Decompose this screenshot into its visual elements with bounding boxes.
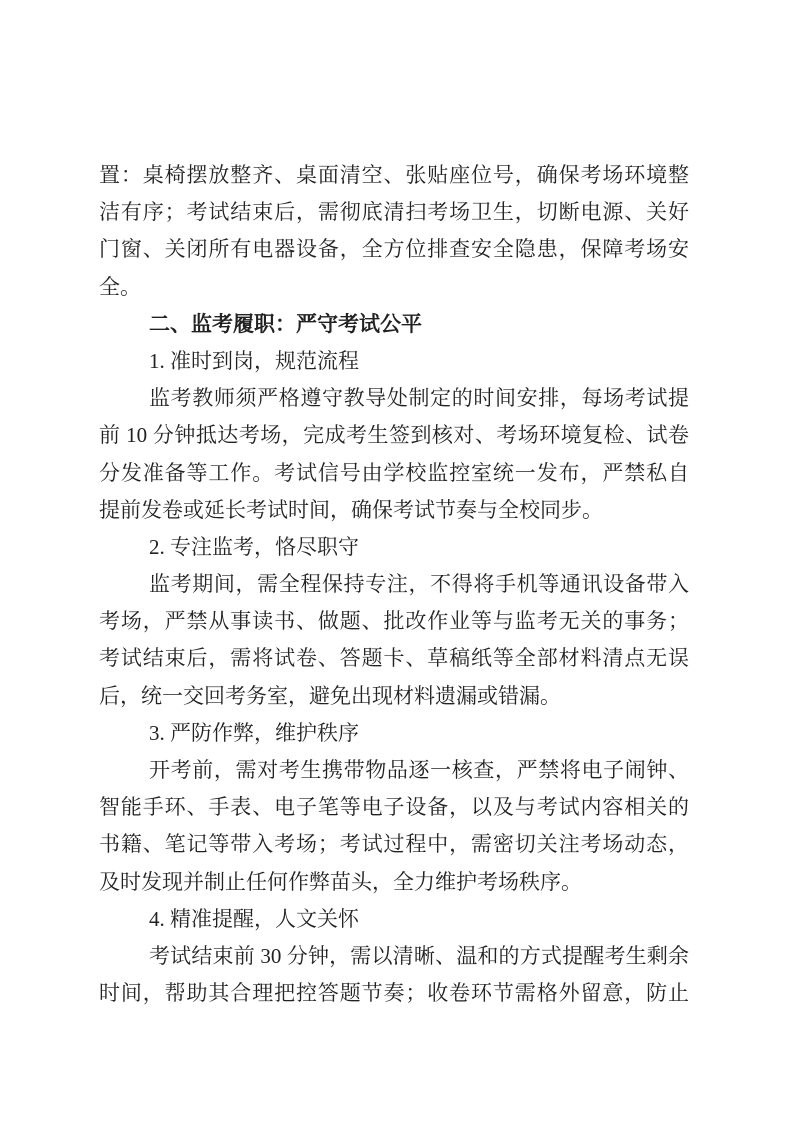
text-line: 考试结束后，需将试卷、答题卡、草稿纸等全部材料清点无误 bbox=[99, 646, 689, 671]
text-line: 门窗、关闭所有电器设备，全方位排查安全隐患，保障考场安 bbox=[99, 237, 689, 262]
text-line: 1. 准时到岗，规范流程 bbox=[149, 348, 359, 373]
text-line: 时间，帮助其合理把控答题节奏；收卷环节需格外留意，防止 bbox=[99, 981, 689, 1006]
text-line: 分发准备等工作。考试信号由学校监控室统一发布，严禁私自 bbox=[99, 460, 689, 485]
text-line: 提前发卷或延长考试时间，确保考试节奏与全校同步。 bbox=[99, 497, 603, 522]
text-line: 2. 专注监考，恪尽职守 bbox=[149, 534, 359, 559]
text-line: 前 10 分钟抵达考场，完成考生签到核对、考场环境复检、试卷 bbox=[99, 423, 689, 448]
section-heading: 二、监考履职：严守考试公平 bbox=[149, 311, 422, 336]
text-line: 考场，严禁从事读书、做题、批改作业等与监考无关的事务； bbox=[99, 609, 689, 634]
text-line: 考试结束前 30 分钟，需以清晰、温和的方式提醒考生剩余 bbox=[149, 943, 689, 968]
document-body bbox=[99, 157, 689, 1012]
text-line: 4. 精准提醒，人文关怀 bbox=[149, 906, 359, 931]
text-line: 智能手环、手表、电子笔等电子设备，以及与考试内容相关的 bbox=[99, 795, 689, 820]
text-line: 监考期间，需全程保持专注，不得将手机等通讯设备带入 bbox=[149, 572, 689, 597]
text-line: 及时发现并制止任何作弊苗头，全力维护考场秩序。 bbox=[99, 869, 582, 894]
text-line: 全。 bbox=[99, 274, 141, 299]
text-line: 置：桌椅摆放整齐、桌面清空、张贴座位号，确保考场环境整 bbox=[99, 163, 689, 187]
text-line: 洁有序；考试结束后，需彻底清扫考场卫生，切断电源、关好 bbox=[99, 200, 689, 225]
text-line: 3. 严防作弊，维护秩序 bbox=[149, 720, 359, 745]
text-line: 监考教师须严格遵守教导处制定的时间安排，每场考试提 bbox=[149, 386, 689, 411]
text-line: 后，统一交回考务室，避免出现材料遗漏或错漏。 bbox=[99, 683, 561, 708]
text-line: 书籍、笔记等带入考场；考试过程中，需密切关注考场动态， bbox=[99, 832, 689, 857]
text-line: 开考前，需对考生携带物品逐一核查，严禁将电子闹钟、 bbox=[149, 758, 689, 782]
